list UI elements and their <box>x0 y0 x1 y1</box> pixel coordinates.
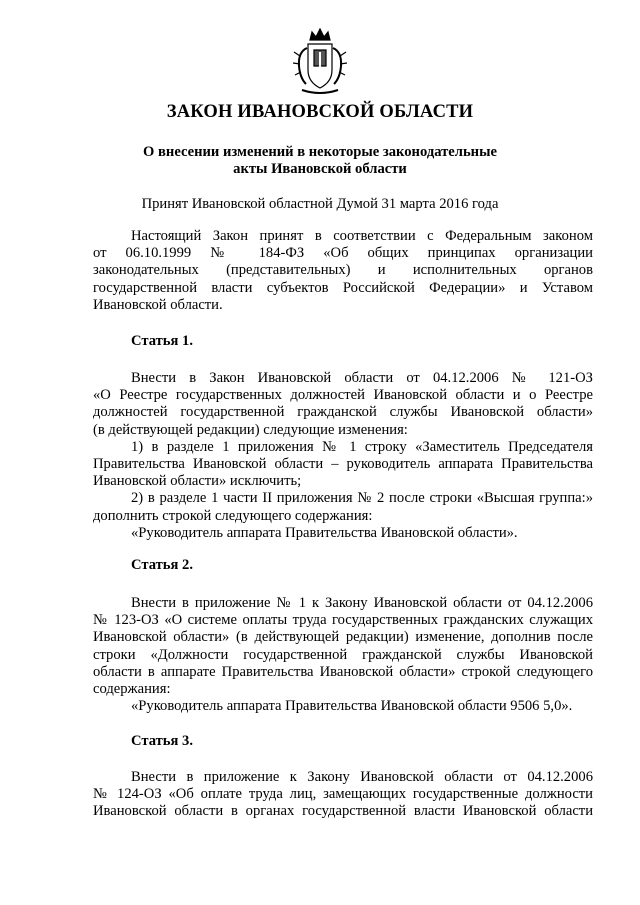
law-title: ЗАКОН ИВАНОВСКОЙ ОБЛАСТИ <box>166 102 474 122</box>
text-line: области в аппарате Правительства Ивановской области» строкой следующего <box>93 663 593 680</box>
article-heading: Статья 3. <box>131 733 193 749</box>
text-line: Внести в приложение к Закону Ивановской области от 04.12.2006 <box>131 769 593 785</box>
subtitle-line: О внесении изменений в некоторые законодательные <box>143 144 497 160</box>
text-line: Ивановской области в органах государственной власти Ивановской области <box>93 803 593 820</box>
text-line: № 123-ОЗ «О системе оплаты труда государственных гражданских служащих <box>93 612 593 629</box>
text-line: «Руководитель аппарата Правительства Ивановской области 9506 5,0». <box>131 698 573 715</box>
article-heading: Статья 1. <box>131 333 193 349</box>
text-line: 1) в разделе 1 приложения № 1 строку «Заместитель Председателя <box>131 438 593 455</box>
text-line: содержания: <box>93 681 171 698</box>
subtitle-line: акты Ивановской области <box>233 161 407 177</box>
article-3-body <box>93 769 593 821</box>
text-line: должностей государственной гражданской службы Ивановской области» <box>93 404 593 421</box>
article-2-body <box>93 595 593 715</box>
article-heading: Статья 2. <box>131 557 193 573</box>
text-line: № 124-ОЗ «Об оплате труда лиц, замещающих государственные должности <box>93 786 593 803</box>
text-line: Внести в Закон Ивановской области от 04.12.2006 № 121-ОЗ <box>131 370 593 386</box>
article-1-body <box>93 370 593 542</box>
text-line: дополнить строкой следующего содержания: <box>93 507 373 524</box>
text-line: Внести в приложение № 1 к Закону Ивановской области от 04.12.2006 <box>131 595 593 611</box>
text-line: «Руководитель аппарата Правительства Ивановской области». <box>131 524 518 541</box>
text-line: (в действующей редакции) следующие изменения: <box>93 421 408 438</box>
text-line: государственной власти субъектов Российской Федерации» и Уставом <box>93 279 593 296</box>
text-line: 2) в разделе 1 части II приложения № 2 после строки «Высшая группа:» <box>131 490 593 507</box>
text-line: от 06.10.1999 № 184-ФЗ «Об общих принципах организации <box>93 245 593 262</box>
text-line: Ивановской области. <box>93 296 223 313</box>
text-line: строки «Должности государственной гражданской службы Ивановской <box>93 646 593 663</box>
text-line: Настоящий Закон принят в соответствии с Федеральным законом <box>131 228 593 244</box>
text-line: Ивановской области» исключить; <box>93 473 302 490</box>
preamble <box>93 228 593 314</box>
text-line: Ивановской области» (в действующей редакции) изменение, дополнив после <box>93 629 593 646</box>
adoption-line: Принят Ивановской областной Думой 31 марта 2016 года <box>141 196 499 212</box>
coat-of-arms-icon <box>290 26 350 96</box>
text-line: «О Реестре государственных должностей Ивановской области и о Реестре <box>93 387 593 404</box>
text-line: законодательных (представительных) и исполнительных органов <box>93 262 593 279</box>
text-line: Правительства Ивановской области – руководитель аппарата Правительства <box>93 456 593 473</box>
law-subtitle <box>0 144 640 178</box>
